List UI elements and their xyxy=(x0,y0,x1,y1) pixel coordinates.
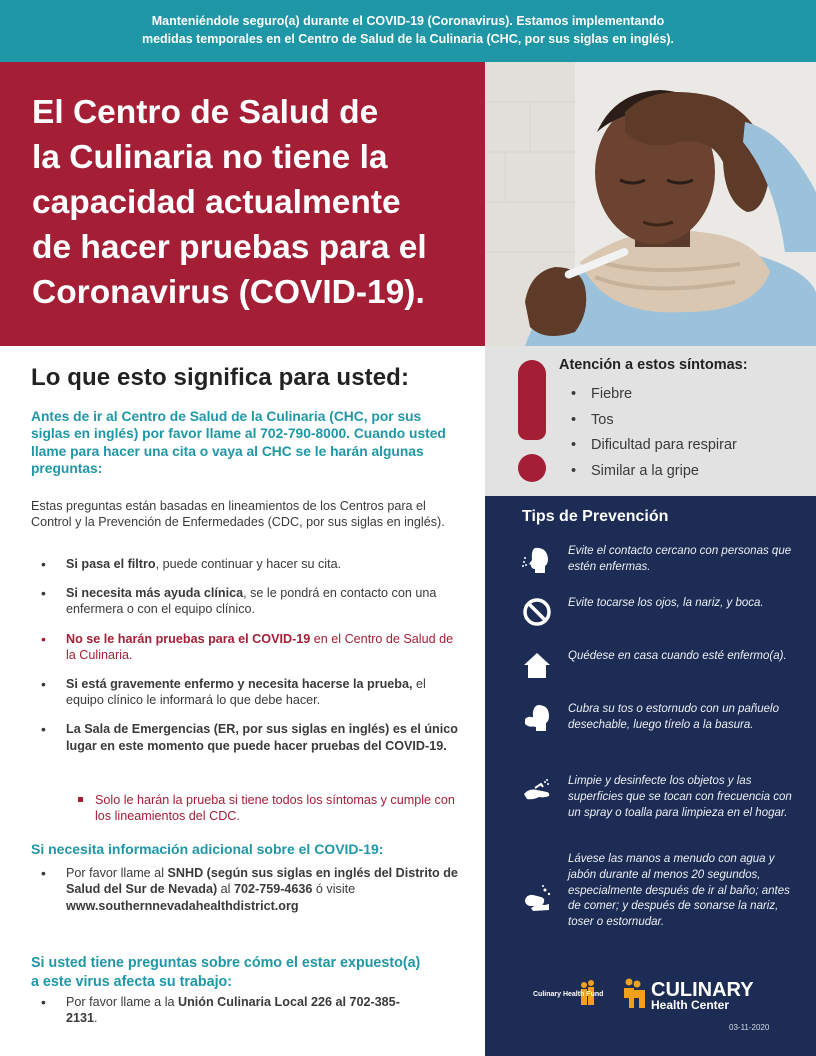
list-item: • Dificultad para respirar xyxy=(571,437,737,453)
face-distance-icon xyxy=(521,544,553,576)
main-heading: Lo que esto significa para usted: xyxy=(31,364,410,391)
bullet-bold: La Sala de Emergencias (ER, por sus siglas en inglés) es el único lugar en este momento que puede hacer pruebas del COVID-19. xyxy=(66,722,458,753)
sub-bullet-text: Solo le harán la prueba si tiene todos los síntomas y cumple con los lineamientos del CDC. xyxy=(95,793,455,824)
snhd-pre: Por favor llame al xyxy=(66,866,168,880)
union-pre: Por favor llame a la xyxy=(66,995,178,1009)
list-item: • No se le harán pruebas para el COVID-19 en el Centro de Salud de la Culinaria. xyxy=(41,630,454,662)
bullet-bold: Si está gravemente enfermo y necesita hacerse la prueba, xyxy=(66,677,413,692)
bullet-text: el equipo clínico le informará lo que debe hacer. xyxy=(66,677,426,708)
top-banner xyxy=(0,0,816,62)
health-fund-logo-icon xyxy=(533,980,603,1005)
bullet-bold: No se le harán pruebas para el COVID-19 xyxy=(66,631,311,646)
symptoms-list xyxy=(571,382,737,484)
symptom-text: Similar a la gripe xyxy=(591,462,699,479)
snhd-visit: ó visite xyxy=(312,882,356,897)
union-phone: al 702-385-2131 xyxy=(66,995,400,1026)
union-post: . xyxy=(94,1011,98,1026)
banner-line-2: medidas temporales en el Centro de Salud de la Culinaria (CHC, por sus siglas en inglés). xyxy=(141,32,675,46)
symptom-text: Tos xyxy=(591,411,614,428)
handwash-icon xyxy=(521,882,553,914)
print-date: 03-11-2020 xyxy=(729,1023,770,1032)
banner-line-1: Manteniéndole seguro(a) durante el COVID-19 (Coronavirus). Estamos implementando xyxy=(151,14,665,28)
hero-title-line: de hacer pruebas para el xyxy=(32,229,427,266)
screening-bullets xyxy=(31,556,461,767)
union-bullet: • Por favor llame a la Unión Culinaria Local 226 al 702-385-2131. xyxy=(41,994,400,1026)
culinary-logos xyxy=(533,976,803,1016)
info-heading: Si necesita información adicional sobre el COVID-19: xyxy=(31,841,384,857)
bullet-bold: Si necesita más ayuda clínica xyxy=(66,586,244,601)
hero-title-line: capacidad actualmente xyxy=(32,184,401,221)
logos-row xyxy=(533,976,803,1016)
tip-text: Evite tocarse los ojos, la nariz, y boca. xyxy=(568,597,764,609)
union-name: Unión Culinaria Local 226 xyxy=(178,995,332,1009)
snhd-website-link[interactable]: www.southernnevadahealthdistrict.org xyxy=(66,898,299,913)
list-item: • Si pasa el filtro, puede continuar y hacer su cita. xyxy=(41,556,342,572)
sick-man-photo xyxy=(485,62,816,346)
tip-text: Limpie y desinfecte los objetos y las superficies que se tocan con frecuencia con un spray o toalla para limpieza en el hogar. xyxy=(568,775,792,819)
list-item: • Tos xyxy=(571,411,614,428)
tip-text: Evite el contacto cercano con personas que estén enfermas. xyxy=(568,545,792,573)
snhd-name: SNHD (según sus siglas en inglés del Distrito de Salud del Sur de Nevada) xyxy=(66,866,458,897)
work-heading: Si usted tiene preguntas sobre cómo el estar expuesto(a) a este virus afecta su trabajo: xyxy=(31,955,421,990)
intro-call-text: Antes de ir al Centro de Salud de la Culinaria (CHC, por sus siglas en inglés) por favor llame al 702-790-8000. Cuando usted llame para hacer una cita o vaya al CHC se le harán algunas preguntas: xyxy=(31,409,446,477)
list-item: • Fiebre xyxy=(571,386,633,402)
bullet-text: , puede continuar y hacer su cita. xyxy=(155,557,342,571)
health-fund-logo-text: Culinary Health Fund xyxy=(533,991,604,998)
prevention-tips-panel xyxy=(485,496,816,1056)
hero-panel xyxy=(0,62,485,346)
exclamation-dot-icon xyxy=(518,454,546,482)
exclamation-icon xyxy=(518,360,546,440)
tip-text: Lávese las manos a menudo con agua y jabón durante al menos 20 segundos, especialmente después de ir al baño; antes de comer; y después de sonarse la nariz, toser o estornudar. xyxy=(568,853,790,929)
snhd-mid: al xyxy=(217,882,234,897)
cough-icon xyxy=(521,702,553,734)
spray-clean-icon xyxy=(521,774,553,806)
symptoms-panel xyxy=(485,346,816,496)
hero-title xyxy=(32,90,472,315)
cdc-guidelines-text: Estas preguntas están basadas en lineamientos de los Centros para el Control y la Prevención de Enfermedades (CDC, por sus siglas en inglés). xyxy=(31,499,445,530)
list-item: • Si está gravemente enfermo y necesita hacerse la prueba, el equipo clínico le informará lo que debe hacer. xyxy=(41,676,426,708)
health-center-logo-subtitle: Health Center xyxy=(651,998,730,1012)
bullet-text: en el Centro de Salud de la Culinaria. xyxy=(66,631,454,662)
tips-title: Tips de Prevención xyxy=(522,508,669,525)
bullet-bold: Si pasa el filtro xyxy=(66,557,156,571)
er-sub-bullet xyxy=(78,792,458,824)
list-item: • Si necesita más ayuda clínica, se le pondrá en contacto con una enfermera o con el equipo clínico. xyxy=(41,585,437,617)
snhd-phone: 702-759-4636 xyxy=(233,882,313,897)
hero-title-line: El Centro de Salud de xyxy=(32,94,379,131)
main-content xyxy=(0,346,485,1056)
no-touch-icon xyxy=(521,596,553,628)
tip-text: Quédese en casa cuando esté enfermo(a). xyxy=(568,650,787,662)
symptom-text: Dificultad para respirar xyxy=(591,437,737,453)
health-center-logo-icon xyxy=(624,979,754,1013)
symptom-text: Fiebre xyxy=(591,386,633,402)
hero-title-line: la Culinaria no tiene la xyxy=(32,139,388,176)
home-icon xyxy=(521,649,553,681)
hero-title-line: Coronavirus (COVID-19). xyxy=(32,274,425,311)
list-item: • La Sala de Emergencias (ER, por sus siglas en inglés) es el único lugar en este momento que puede hacer pruebas del COVID-19. xyxy=(41,721,458,753)
list-item: • Similar a la gripe xyxy=(571,462,699,479)
bullet-text: , se le pondrá en contacto con una enfermera o con el equipo clínico. xyxy=(66,586,437,617)
tip-text: Cubra su tos o estornudo con un pañuelo desechable, luego tírelo a la basura. xyxy=(568,703,779,731)
square-bullet-icon xyxy=(78,797,83,802)
symptoms-title: Atención a estos síntomas: xyxy=(559,357,748,373)
health-center-logo-name: CULINARY xyxy=(651,979,754,1001)
snhd-bullet: • Por favor llame al SNHD (según sus siglas en inglés del Distrito de Salud del Sur de Nevada) al 702-759-4636 ó visite www.southernnevadahealthdistrict.org xyxy=(41,865,458,913)
